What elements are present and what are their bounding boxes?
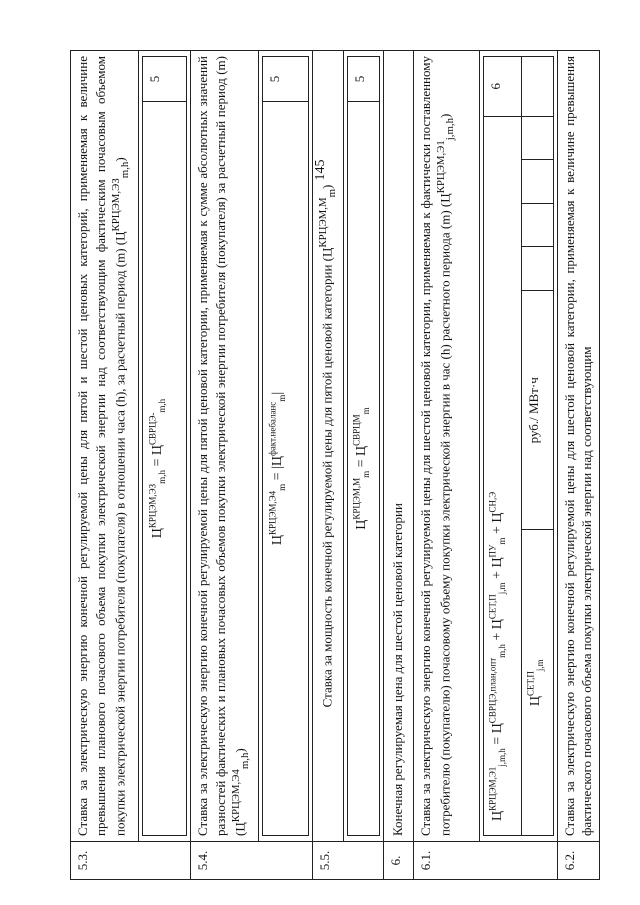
- row-text: Ставка за электрическую энергию конечной регулируемой цены для пятой ценовой категории, применяемая к сумме абсолютных значений разностей фактических и плановых почасовых объемов покупки электрической энергии потребителя (покупателя) за расчетный период (m) $(Ц^{КРЦЭМ,Э4}_{m,h})$: [191, 51, 259, 842]
- table-row: [191, 51, 259, 880]
- row-number: 6.: [383, 842, 413, 880]
- rotated-content: [70, 50, 595, 880]
- table-row: [313, 51, 344, 880]
- reference-note: 5: [263, 57, 309, 102]
- tariff-table: [70, 50, 600, 880]
- formula: $Ц^{КРЦЭМ,М}_m = Ц^{СВРЦМ}_m$: [347, 102, 379, 836]
- empty-cell: [521, 57, 553, 117]
- reference-note: 6: [483, 57, 521, 117]
- table-row: [413, 51, 479, 880]
- row-number: 6.2.: [557, 842, 599, 880]
- row-text: Ставка за электрическую энергию конечной регулируемой цены для шестой ценовой категории, применяемая к величине превышения фактического почасового объема покупки электрической энергии над соответствующим: [557, 51, 599, 842]
- reference-note: 5: [143, 57, 187, 102]
- row-number: 5.5.: [313, 842, 384, 880]
- formula: $Ц^{КРЦЭМ,Э4}_m = |Ц^{факт.небаланс}_m|$: [263, 102, 309, 836]
- empty-cell: [521, 203, 553, 247]
- table-row: [71, 51, 139, 880]
- empty-cell: [521, 247, 553, 291]
- page-number: 145: [313, 159, 328, 181]
- formula-row: [139, 51, 191, 880]
- rotated-sheet: [70, 50, 595, 880]
- sub-formula: $Ц^{СЕТ,П}_{j,m}$: [521, 530, 553, 836]
- table-row: [557, 51, 599, 880]
- row-text: Конечная регулируемая цена для шестой ценовой категории: [383, 51, 413, 842]
- reference-note: 5: [347, 57, 379, 102]
- table-row: [383, 51, 413, 880]
- row-text: Ставка за мощность конечной регулируемой цены для пятой ценовой категории $(Ц^{КРЦЭМ,М}_m)$: [313, 51, 344, 842]
- row-text: Ставка за электрическую энергию конечной регулируемой цены для шестой ценовой категории, применяемая к фактически поставленному потребителю (покупателю) почасовому объему покупки электрической энергии в час (h) расчетного периода (m) $(Ц^{КРЦЭМ,Э1}_{j,m,h})$: [413, 51, 479, 842]
- formula-row: [479, 51, 557, 880]
- unit-cell: руб./ МВт·ч: [521, 291, 553, 530]
- formula-row: [343, 51, 383, 880]
- row-text: Ставка за электрическую энергию конечной регулируемой цены для пятой и шестой ценовых категорий, применяемая к величине превышения планового почасового объема покупки электрической энергии над соответствующим фактическим почасовым объемом покупки электрической энергии потребителя (покупателя) в отношении часа (h), за расчетный период (m) $(Ц^{КРЦЭМ,ЭЗ}_{m,h})$: [71, 51, 139, 842]
- formula-row: [259, 51, 313, 880]
- empty-cell: [521, 116, 553, 160]
- row-number: 5.3.: [71, 842, 191, 880]
- row-number: 5.4.: [191, 842, 313, 880]
- formula: $Ц^{КРЦЭМ,Э1}_{j,m,h} = Ц^{СВРЦЭ,план,опт}_{m,h} + Ц^{СЕТ,П}_{j,m} + Ц^{ПУ}_m + Ц^{СН,Э}$: [483, 116, 521, 835]
- row-number: 6.1.: [413, 842, 557, 880]
- empty-cell: [521, 160, 553, 204]
- formula: $Ц^{КРЦЭМ,ЭЗ}_{m,h} = Ц^{СВРЦЭ-}_{m,h}$: [143, 102, 187, 836]
